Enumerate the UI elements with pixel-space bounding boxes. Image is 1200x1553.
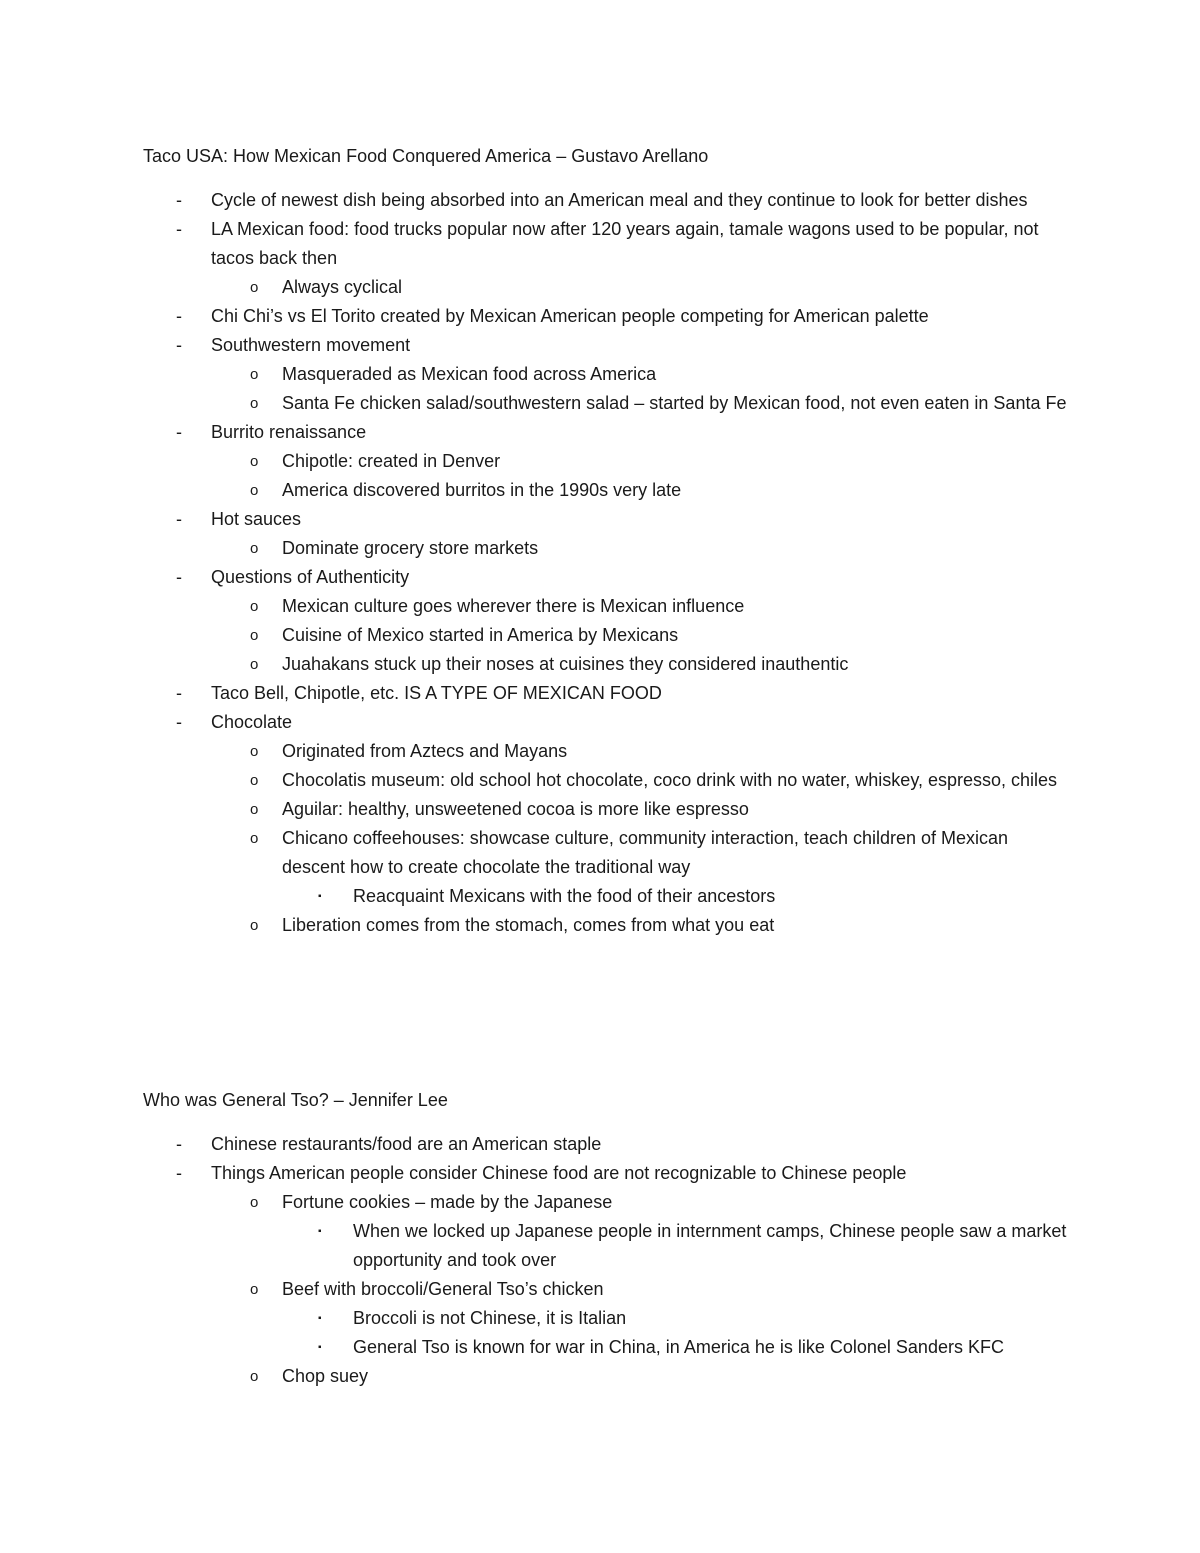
circle-bullet-icon: o <box>250 1194 259 1211</box>
list-item-text: Southwestern movement <box>211 335 411 355</box>
list-item <box>0 882 1200 911</box>
circle-bullet-icon: o <box>250 1281 259 1298</box>
square-bullet-icon: ▪ <box>318 1226 322 1237</box>
dash-bullet-icon: - <box>176 1134 182 1154</box>
list-item <box>0 1159 1200 1188</box>
list-item-text: Burrito renaissance <box>211 422 367 442</box>
list-item-text: Dominate grocery store markets <box>282 538 539 558</box>
dash-bullet-icon: - <box>176 683 182 703</box>
list-item <box>0 650 1200 679</box>
list-item <box>0 331 1200 360</box>
circle-bullet-icon: o <box>250 1368 259 1385</box>
list-item <box>0 389 1200 418</box>
list-item <box>0 534 1200 563</box>
list-item-text: Broccoli is not Chinese, it is Italian <box>353 1308 627 1328</box>
square-bullet-icon: ▪ <box>318 891 322 902</box>
circle-bullet-icon: o <box>250 395 259 412</box>
list-item-text: Chocolatis museum: old school hot chocolate, coco drink with no water, whiskey, espresso, chiles <box>282 770 1058 790</box>
circle-bullet-icon: o <box>250 656 259 673</box>
list-item-text: Juahakans stuck up their noses at cuisines they considered inauthentic <box>282 654 849 674</box>
list-item <box>0 1188 1200 1217</box>
circle-bullet-icon: o <box>250 772 259 789</box>
list-item-text: Originated from Aztecs and Mayans <box>282 741 568 761</box>
list-item <box>0 505 1200 534</box>
square-bullet-icon: ▪ <box>318 1313 322 1324</box>
list-item-text: Things American people consider Chinese food are not recognizable to Chinese people <box>211 1163 907 1183</box>
list-item-text: Always cyclical <box>282 277 403 297</box>
list-item <box>0 447 1200 476</box>
list-item <box>0 186 1200 215</box>
section-heading: Taco USA: How Mexican Food Conquered America – Gustavo Arellano <box>143 146 709 166</box>
circle-bullet-icon: o <box>250 540 259 557</box>
list-item-text: Chinese restaurants/food are an American staple <box>211 1134 602 1154</box>
list-item-text: Masqueraded as Mexican food across America <box>282 364 657 384</box>
list-item <box>0 911 1200 940</box>
list-item <box>0 476 1200 505</box>
section-heading: Who was General Tso? – Jennifer Lee <box>143 1090 448 1110</box>
list-item-text: Chocolate <box>211 712 293 732</box>
square-bullet-icon: ▪ <box>318 1342 322 1353</box>
list-item <box>0 215 1200 273</box>
list-item-text: Taco Bell, Chipotle, etc. IS A TYPE OF MEXICAN FOOD <box>211 683 662 703</box>
dash-bullet-icon: - <box>176 567 182 587</box>
list-item <box>0 824 1200 882</box>
list-item <box>0 621 1200 650</box>
circle-bullet-icon: o <box>250 830 259 847</box>
list-item <box>0 679 1200 708</box>
dash-bullet-icon: - <box>176 219 182 239</box>
list-item-text: When we locked up Japanese people in internment camps, Chinese people saw a market opportunity and took over <box>353 1221 1067 1270</box>
list-item-text: Hot sauces <box>211 509 302 529</box>
list-item <box>0 708 1200 737</box>
list-item-text: Liberation comes from the stomach, comes from what you eat <box>282 915 775 935</box>
list-item <box>0 737 1200 766</box>
bullet-list <box>0 1130 1200 1391</box>
list-item-text: Santa Fe chicken salad/southwestern salad – started by Mexican food, not even eaten in Santa Fe <box>282 393 1067 413</box>
list-item-text: Chop suey <box>282 1366 369 1386</box>
dash-bullet-icon: - <box>176 190 182 210</box>
list-item <box>0 273 1200 302</box>
list-item <box>0 1275 1200 1304</box>
circle-bullet-icon: o <box>250 453 259 470</box>
circle-bullet-icon: o <box>250 482 259 499</box>
dash-bullet-icon: - <box>176 335 182 355</box>
list-item-text: Mexican culture goes wherever there is Mexican influence <box>282 596 745 616</box>
list-item <box>0 592 1200 621</box>
circle-bullet-icon: o <box>250 279 259 296</box>
list-item <box>0 563 1200 592</box>
list-item-text: Cuisine of Mexico started in America by Mexicans <box>282 625 679 645</box>
list-item <box>0 360 1200 389</box>
list-item-text: Fortune cookies – made by the Japanese <box>282 1192 613 1212</box>
list-item-text: Aguilar: healthy, unsweetened cocoa is more like espresso <box>282 799 749 819</box>
list-item-text: America discovered burritos in the 1990s very late <box>282 480 682 500</box>
bullet-list <box>0 186 1200 940</box>
circle-bullet-icon: o <box>250 598 259 615</box>
dash-bullet-icon: - <box>176 509 182 529</box>
list-item-text: Cycle of newest dish being absorbed into an American meal and they continue to look for better dishes <box>211 190 1028 210</box>
list-item <box>0 1217 1200 1275</box>
list-item <box>0 1130 1200 1159</box>
list-item-text: Reacquaint Mexicans with the food of their ancestors <box>353 886 776 906</box>
list-item-text: Questions of Authenticity <box>211 567 410 587</box>
list-item <box>0 766 1200 795</box>
dash-bullet-icon: - <box>176 306 182 326</box>
dash-bullet-icon: - <box>176 422 182 442</box>
circle-bullet-icon: o <box>250 743 259 760</box>
dash-bullet-icon: - <box>176 1163 182 1183</box>
list-item-text: Chipotle: created in Denver <box>282 451 501 471</box>
circle-bullet-icon: o <box>250 627 259 644</box>
dash-bullet-icon: - <box>176 712 182 732</box>
list-item-text: LA Mexican food: food trucks popular now after 120 years again, tamale wagons used to be popular, not tacos back then <box>211 219 1039 268</box>
list-item <box>0 418 1200 447</box>
list-item-text: Chicano coffeehouses: showcase culture, community interaction, teach children of Mexican descent how to create chocolate the traditional way <box>282 828 1009 877</box>
list-item <box>0 302 1200 331</box>
circle-bullet-icon: o <box>250 801 259 818</box>
list-item-text: Chi Chi’s vs El Torito created by Mexican American people competing for American palette <box>211 306 929 326</box>
list-item <box>0 795 1200 824</box>
circle-bullet-icon: o <box>250 366 259 383</box>
list-item-text: Beef with broccoli/General Tso’s chicken <box>282 1279 604 1299</box>
list-item <box>0 1304 1200 1333</box>
list-item <box>0 1362 1200 1391</box>
list-item-text: General Tso is known for war in China, in America he is like Colonel Sanders KFC <box>353 1337 1004 1357</box>
circle-bullet-icon: o <box>250 917 259 934</box>
list-item <box>0 1333 1200 1362</box>
